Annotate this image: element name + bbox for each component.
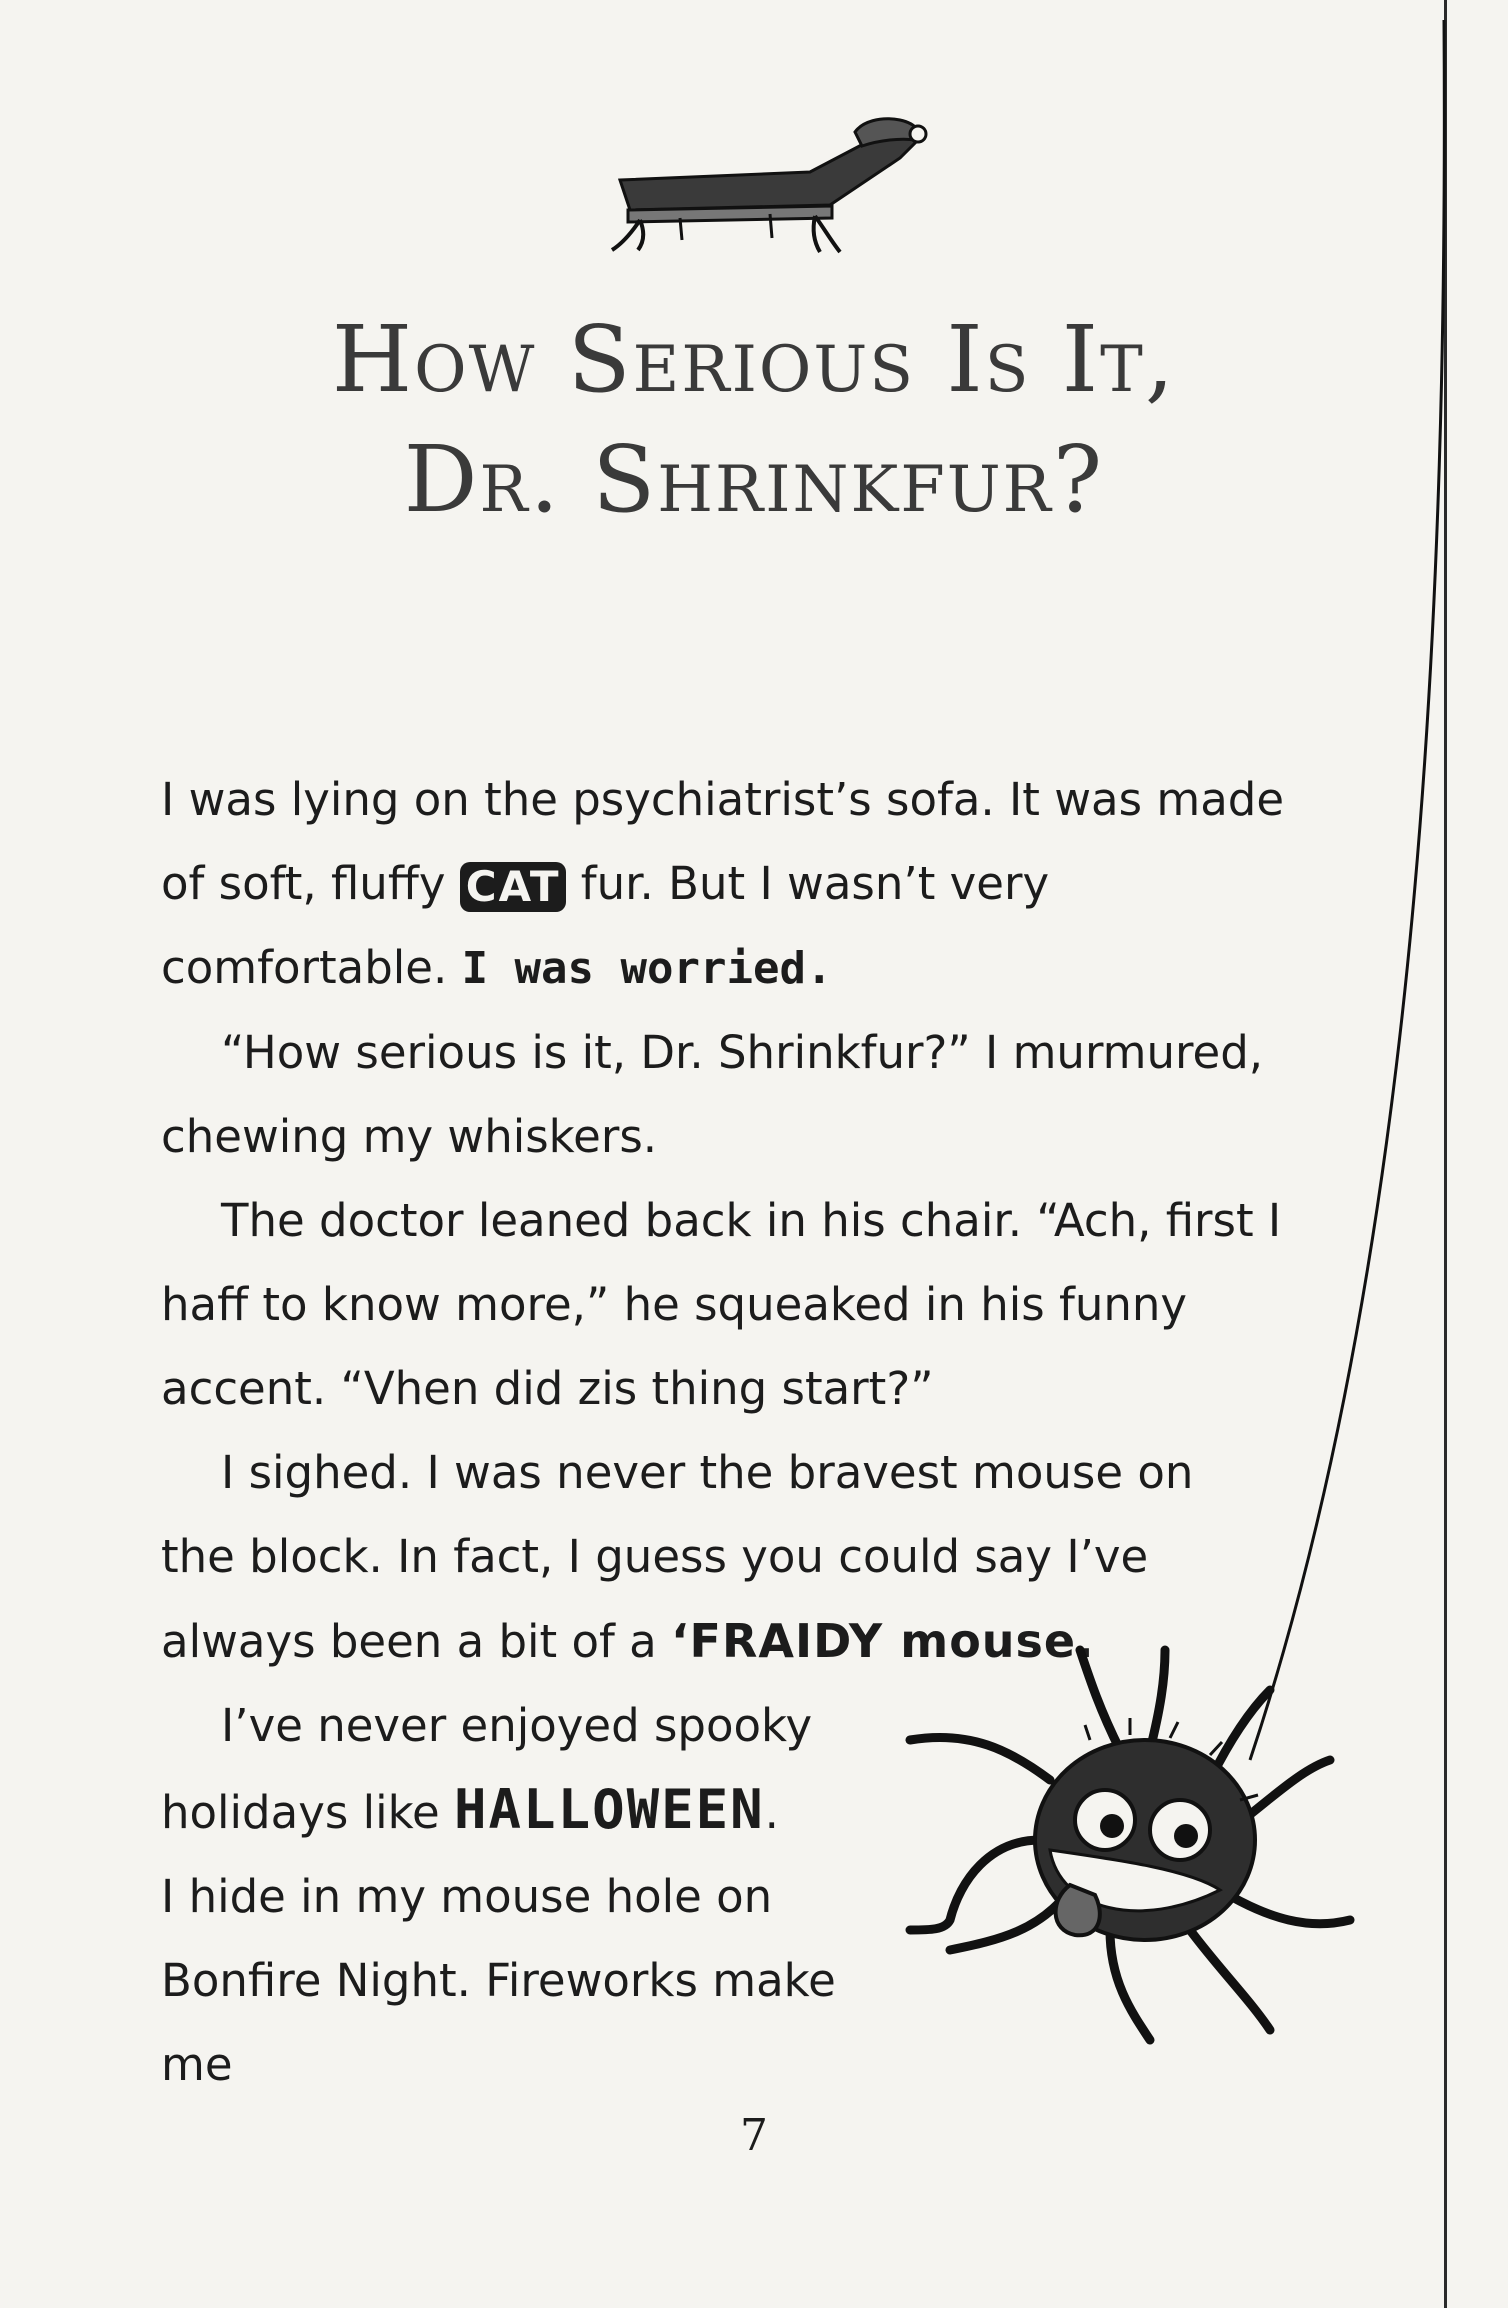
halloween-emphasis: HALLOWEEN [454,1778,765,1841]
page-number: 7 [740,2110,768,2161]
chapter-title [0,300,1508,540]
paragraph-1-text-a: I was lying on the psychiatrist’s sofa. It was made of soft, fluffy [161,773,1285,910]
cat-emphasis: CAT [460,862,567,912]
paragraph-6: I hide in my mouse hole on Bonfire Night. Fireworks make me [161,1870,836,2091]
worried-emphasis: I was worried. [461,943,833,994]
spider-illustration [890,1630,1380,2090]
paragraph-5 [161,1684,881,1855]
paragraph-1 [161,758,1341,1011]
paragraph-3: The doctor leaned back in his chair. “Ach, first I haff to know more,” he squeaked in his funny accent. “Vhen did zis thing start?” [161,1194,1282,1415]
paragraph-1-text-b: fur. But I wasn’t very comfortable. [161,857,1050,994]
paragraph-2: “How serious is it, Dr. Shrinkfur?” I murmured, chewing my whiskers. [161,1026,1264,1163]
couch-illustration [600,110,930,270]
paragraph-4-text: I sighed. I was never the bravest mouse on the block. In fact, I guess you could say I’ve always been a bit of a [161,1446,1194,1668]
fraidy-mouse-emphasis: ‘FRAIDY mouse. [671,1614,1095,1668]
paragraph-5-text-a: I’ve never enjoyed spooky holidays like [161,1699,813,1839]
paragraph-5-text-b: . [764,1786,779,1839]
chapter-title-line-2: Dr. Shrinkfur? [403,426,1105,533]
chapter-title-line-1: How Serious Is It, [331,306,1177,413]
